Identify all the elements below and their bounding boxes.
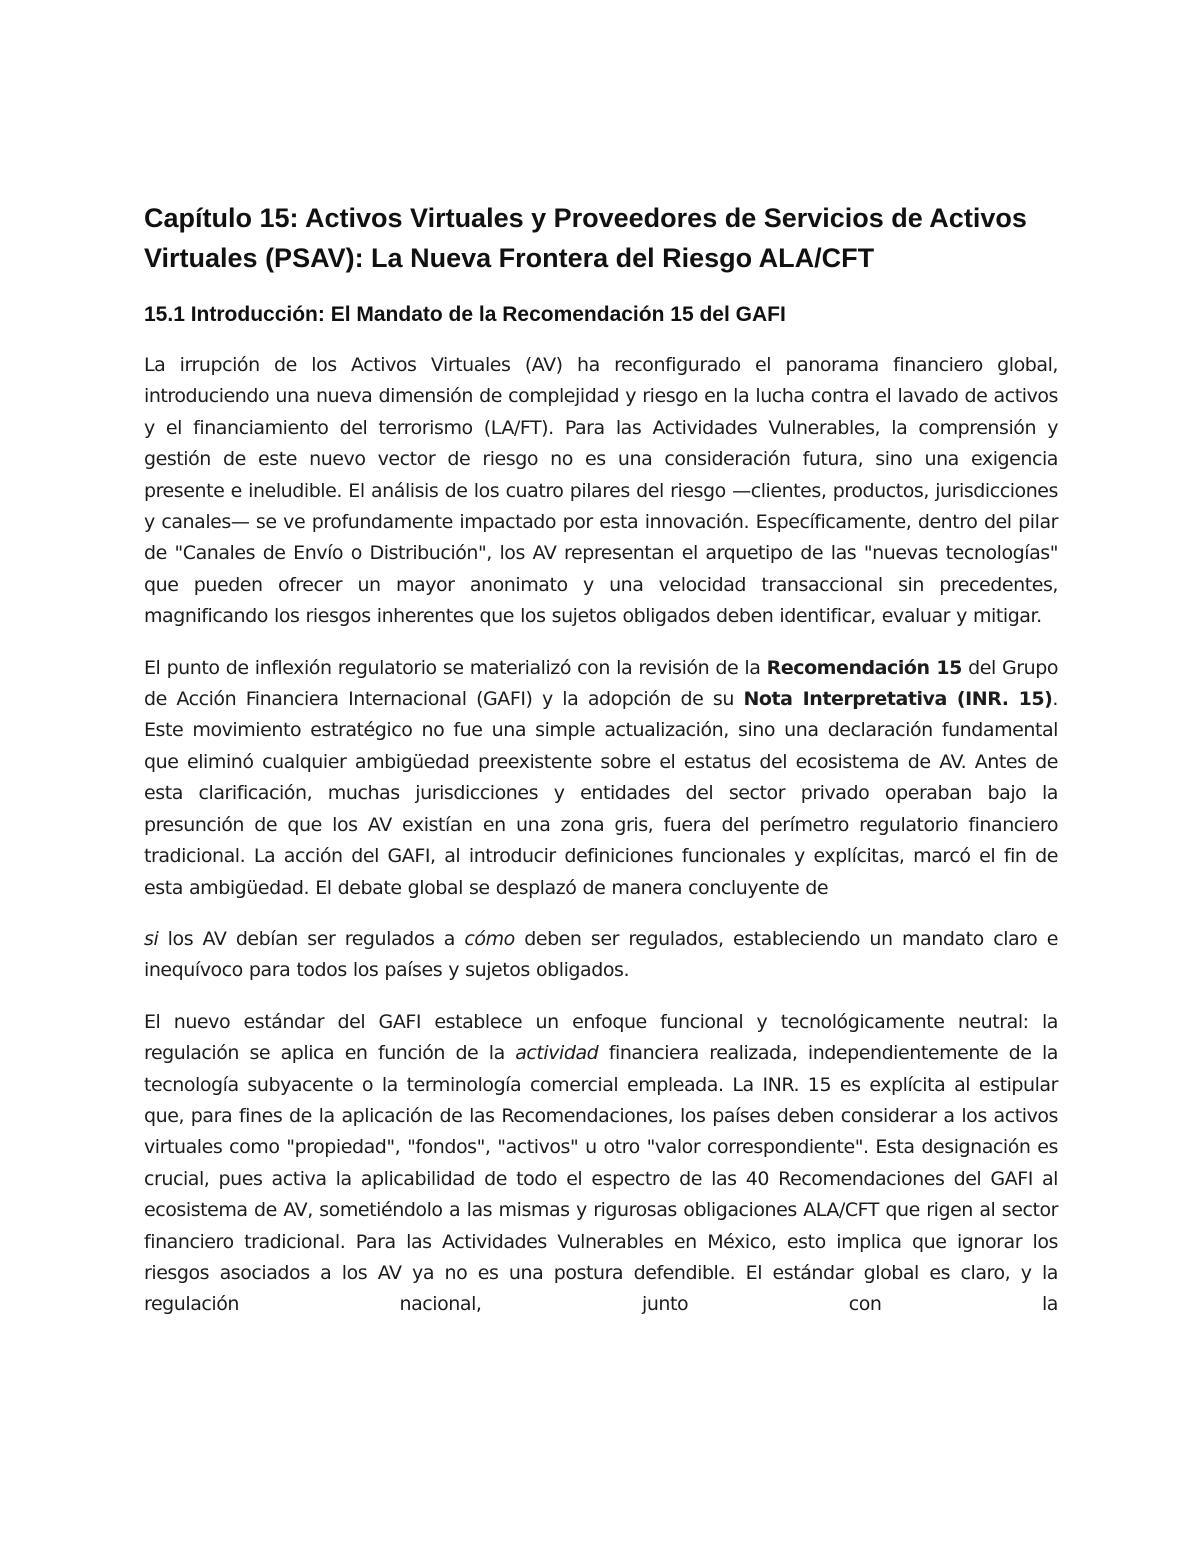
paragraph-4-text-a: El nuevo estándar del GAFI establece un enfoque funcional y tecnológicamente neutral: la regulación se aplica en función de la <box>144 1010 1058 1065</box>
paragraph-2-bold-nota: Nota Interpretativa (INR. 15) <box>743 688 1053 711</box>
section-title: 15.1 Introducción: El Mandato de la Recomendación 15 del GAFI <box>144 303 786 326</box>
paragraph-3-text-b: los AV debían ser regulados a <box>158 927 465 950</box>
paragraph-2-text-c: del Grupo de Acción Financiera Internacional (GAFI) y la adopción de su <box>144 656 1058 711</box>
paragraph-2-text-a: El punto de inflexión regulatorio se materializó con la revisión de la <box>144 656 767 679</box>
paragraph-3-italic-como: cómo <box>464 927 515 950</box>
chapter-title: Capítulo 15: Activos Virtuales y Proveedores de Servicios de Activos Virtuales (PSAV): La Nueva Frontera del Riesgo ALA/CFT <box>144 203 1027 273</box>
paragraph-3-text-d: deben ser regulados, estableciendo un mandato claro e inequívoco para todos los países y sujetos obligados. <box>144 927 1058 982</box>
paragraph-2 <box>144 653 1058 904</box>
paragraph-4-italic-actividad: actividad <box>515 1042 599 1065</box>
paragraph-2-text-e: . Este movimiento estratégico no fue una simple actualización, sino una declaración fundamental que eliminó cualquier ambigüedad preexistente sobre el estatus del ecosistema de AV. Antes de esta clarificación, muchas jurisdicciones y entidades del sector privado operaban bajo la presunción de que los AV existían en una zona gris, fuera del perímetro regulatorio financiero tradicional. La acción del GAFI, al introducir definiciones funcionales y explícitas, marcó el fin de esta ambigüedad. El debate global se desplazó de manera concluyente de <box>144 688 1058 899</box>
paragraph-4 <box>144 1007 1058 1321</box>
paragraph-3-italic-si: si <box>144 927 159 950</box>
paragraph-3 <box>144 924 1058 987</box>
paragraph-2-bold-recomendacion: Recomendación 15 <box>766 656 962 679</box>
paragraph-4-text-c: financiera realizada, independientemente de la tecnología subyacente o la terminología comercial empleada. La INR. 15 es explícita al estipular que, para fines de la aplicación de las Recomendaciones, los países deben considerar a los activos virtuales como "propiedad", "fondos", "activos" u otro "valor correspondiente". Esta designación es crucial, pues activa la aplicabilidad de todo el espectro de las 40 Recomendaciones del GAFI al ecosistema de AV, sometiéndolo a las mismas y rigurosas obligaciones ALA/CFT que rigen al sector financiero tradicional. Para las Actividades Vulnerables en México, esto implica que ignorar los riesgos asociados a los AV ya no es una postura defendible. El estándar global es claro, y la regulación nacional, junto con la <box>144 1042 1058 1316</box>
document-body <box>144 198 1058 1341</box>
paragraph-1: La irrupción de los Activos Virtuales (AV) ha reconfigurado el panorama financiero global, introduciendo una nueva dimensión de complejidad y riesgo en la lucha contra el lavado de activos y el financiamiento del terrorismo (LA/FT). Para las Actividades Vulnerables, la comprensión y gestión de este nuevo vector de riesgo no es una consideración futura, sino una exigencia presente e ineludible. El análisis de los cuatro pilares del riesgo —clientes, productos, jurisdicciones y canales— se ve profundamente impactado por esta innovación. Específicamente, dentro del pilar de "Canales de Envío o Distribución", los AV representan el arquetipo de las "nuevas tecnologías" que pueden ofrecer un mayor anonimato y una velocidad transaccional sin precedentes, magnificando los riesgos inherentes que los sujetos obligados deben identificar, evaluar y mitigar. <box>144 354 1058 628</box>
